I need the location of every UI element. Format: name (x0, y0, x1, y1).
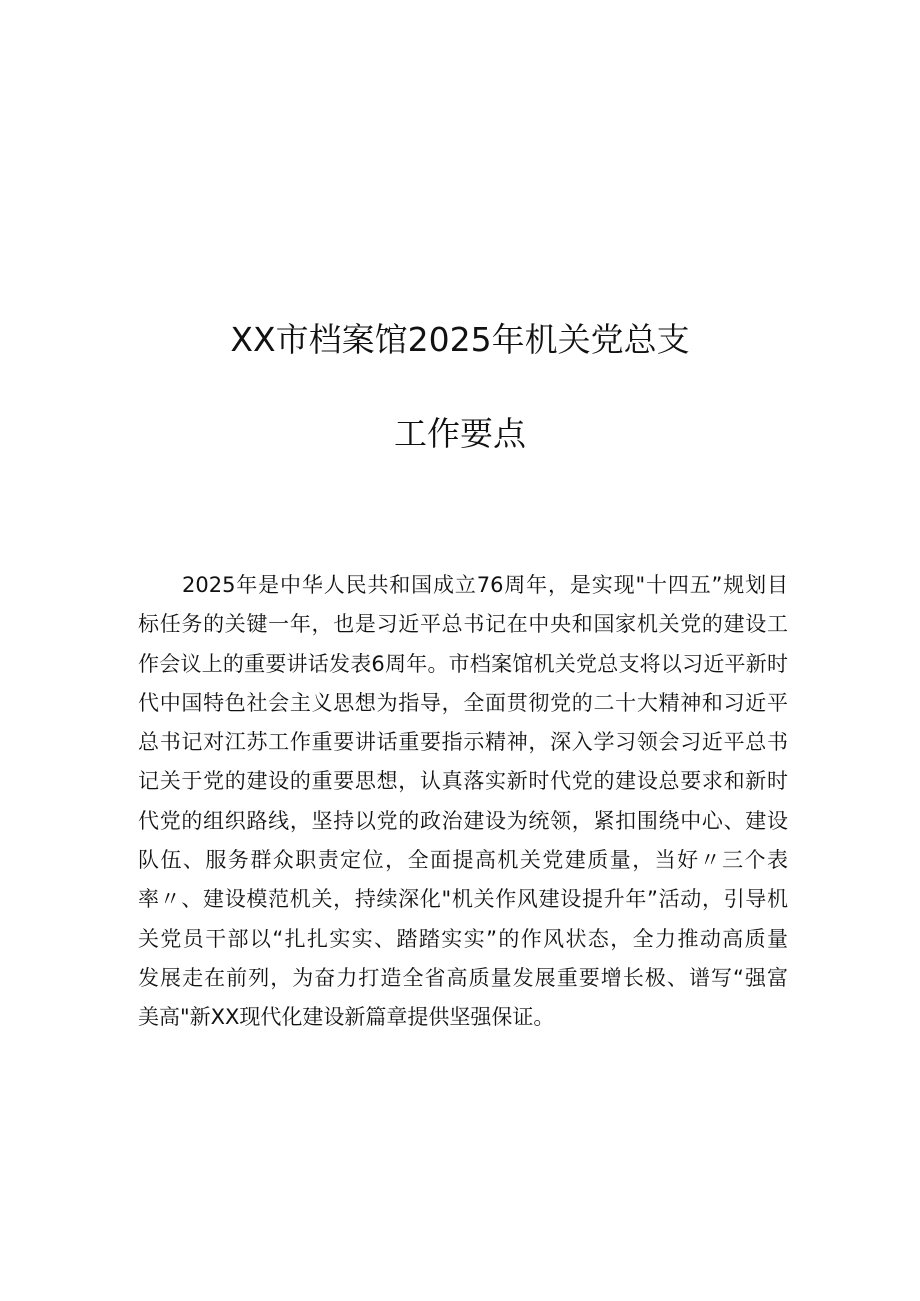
document-title (0, 312, 920, 462)
paragraph-line: 率〃、建设模范机关，持续深化"机关作风建设提升年”活动，引导机 (138, 887, 788, 912)
paragraph-line: 关党员干部以“扎扎实实、踏踏实实”的作风状态，全力推动高质量 (138, 926, 788, 951)
title-line-1: XX市档案馆2025年机关党总支 (230, 320, 690, 359)
paragraph-line: 代党的组织路线，坚持以党的政治建设为统领，紧扣围绕中心、建设 (138, 808, 788, 833)
paragraph-line: 队伍、服务群众职责定位，全面提高机关党建质量，当好〃三个表 (138, 848, 788, 873)
title-line-2: 工作要点 (394, 414, 526, 453)
paragraph-line: 代中国特色社会主义思想为指导，全面贯彻党的二十大精神和习近平 (138, 690, 788, 715)
paragraph-line: 发展走在前列，为奋力打造全省高质量发展重要增长极、谱写“强富 (138, 965, 788, 990)
paragraph-line: 2025年是中华人民共和国成立76周年，是实现"十四五”规划目 (182, 573, 788, 597)
paragraph-line: 总书记对江苏工作重要讲话重要指示精神，深入学习领会习近平总书 (138, 730, 788, 755)
paragraph-line: 标任务的关键一年，也是习近平总书记在中央和国家机关党的建设工 (138, 612, 788, 637)
paragraph-line: 美高"新XX现代化建设新篇章提供坚强保证。 (138, 1005, 555, 1030)
paragraph-line: 作会议上的重要讲话发表6周年。市档案馆机关党总支将以习近平新时 (138, 651, 788, 676)
paragraph-line: 记关于党的建设的重要思想，认真落实新时代党的建设总要求和新时 (138, 769, 788, 794)
body-paragraph (138, 566, 788, 1038)
